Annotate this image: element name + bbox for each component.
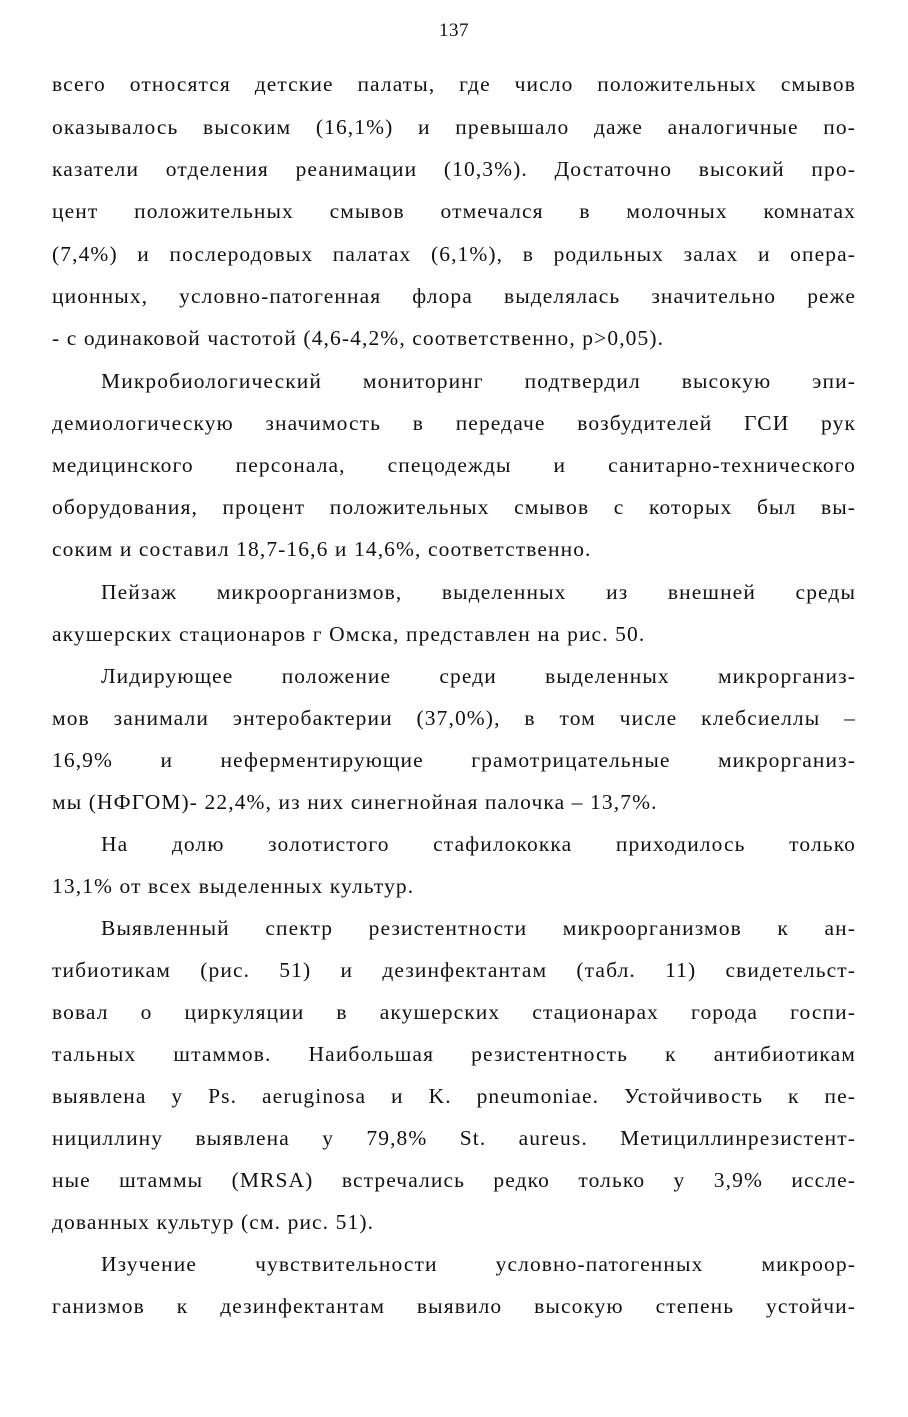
text-line: ционных, условно-патогенная флора выделялась значительно реже [52, 284, 856, 308]
text-line: оказывалось высоким (16,1%) и превышало даже аналогичные по- [52, 115, 856, 139]
text-line: ные штаммы (MRSA) встречались редко только у 3,9% иссле- [52, 1168, 856, 1192]
text-line: ганизмов к дезинфектантам выявило высокую степень устойчи- [52, 1294, 856, 1318]
text-line: выявлена у Ps. aeruginosa и K. pneumoniae. Устойчивость к пе- [52, 1084, 856, 1108]
text-line: всего относятся детские палаты, где число положительных смывов [52, 72, 856, 96]
text-line: соким и составил 18,7-16,6 и 14,6%, соответственно. [52, 537, 592, 561]
text-line: оборудования, процент положительных смывов с которых был вы- [52, 495, 856, 519]
text-line: акушерских стационаров г Омска, представлен на рис. 50. [52, 622, 646, 646]
text-line: мов занимали энтеробактерии (37,0%), в том числе клебсиеллы – [52, 706, 856, 730]
text-line: - с одинаковой частотой (4,6-4,2%, соответственно, р>0,05). [52, 326, 665, 350]
text-line: Пейзаж микроорганизмов, выделенных из внешней среды [101, 580, 856, 604]
text-line: Микробиологический мониторинг подтвердил высокую эпи- [101, 369, 856, 393]
text-line: Изучение чувствительности условно-патогенных микроор- [101, 1252, 856, 1276]
text-line: 13,1% от всех выделенных культур. [52, 874, 415, 898]
text-line: Выявленный спектр резистентности микроорганизмов к ан- [101, 916, 856, 940]
text-line: медицинского персонала, спецодежды и санитарно-технического [52, 453, 856, 477]
text-line: цент положительных смывов отмечался в молочных комнатах [52, 199, 856, 223]
text-line: тибиотикам (рис. 51) и дезинфектантам (табл. 11) свидетельст- [52, 958, 856, 982]
text-line: дованных культур (см. рис. 51). [52, 1210, 375, 1234]
text-line: (7,4%) и послеродовых палатах (6,1%), в родильных залах и опера- [52, 242, 856, 266]
text-line: казатели отделения реанимации (10,3%). Достаточно высокий про- [52, 157, 856, 181]
text-line: тальных штаммов. Наибольшая резистентность к антибиотикам [52, 1042, 856, 1066]
text-line: мы (НФГОМ)- 22,4%, из них синегнойная палочка – 13,7%. [52, 790, 658, 814]
text-line: На долю золотистого стафилококка приходилось только [101, 832, 856, 856]
text-line: Лидирующее положение среди выделенных микрорганиз- [101, 664, 856, 688]
text-line: вовал о циркуляции в акушерских стационарах города госпи- [52, 1000, 856, 1024]
text-line: демиологическую значимость в передаче возбудителей ГСИ рук [52, 411, 856, 435]
text-line: нициллину выявлена у 79,8% St. aureus. Метициллинрезистент- [52, 1126, 856, 1150]
text-line: 16,9% и неферментирующие грамотрицательные микрорганиз- [52, 748, 856, 772]
page-number: 137 [439, 20, 469, 41]
